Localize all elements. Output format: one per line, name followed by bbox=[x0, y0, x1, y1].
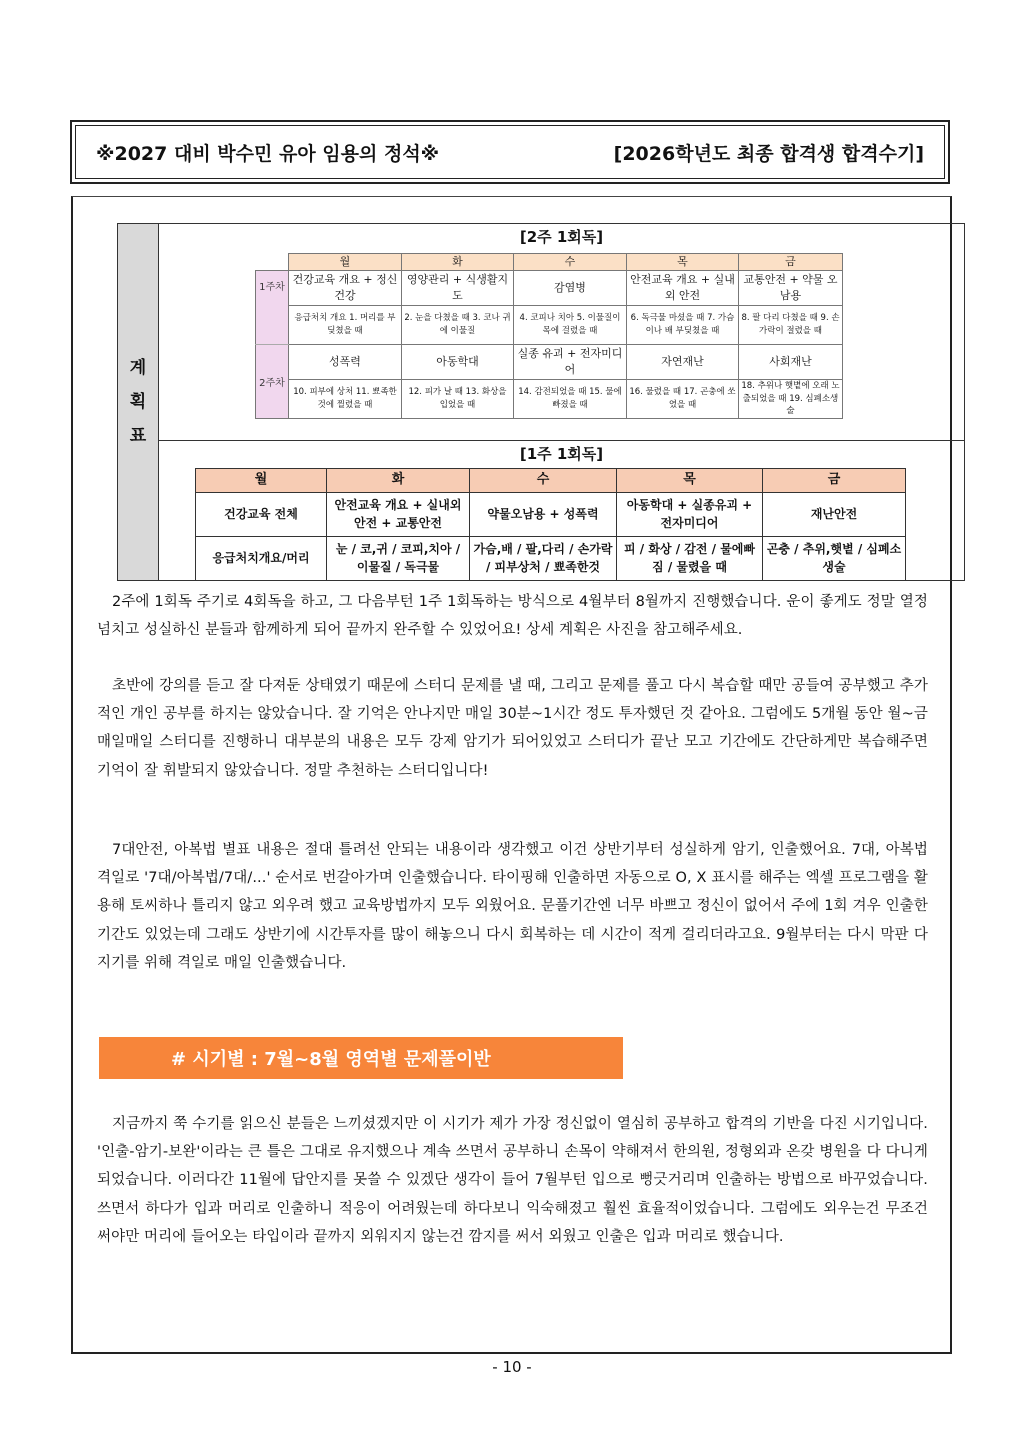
corner-cell bbox=[256, 254, 289, 271]
one-week-header-row bbox=[196, 469, 906, 493]
body-paragraph: 7대안전, 아복법 별표 내용은 절대 틀려선 안되는 내용이라 생각했고 이건 상반기부터 성실하게 암기, 인출했어요. 7대, 아복법 격일로 '7대/아복법/7대/...' 순서로 번갈아가며 인출했습니다. 타이핑해 인출하면 자동으로 O, X 표시를 해주는 엑셀 프로그램을 활용해 토씨하나 틀리지 않고 외우려 했고 교육방법까지 모두 외웠어요. 문풀기간엔 너무 바쁘고 정신이 없어서 주에 1회 겨우 인출한 기간도 있었는데 그래도 상반기에 시간투자를 많이 해놓으니 다시 회복하는 데 시간이 적게 걸리더라고요. 9월부터는 다시 막판 다지기를 위해 격일로 매일 인출했습니다. bbox=[97, 842, 928, 971]
one-week-row bbox=[196, 537, 906, 581]
detail-cell: 2. 눈을 다쳤을 때 3. 코나 귀에 이물질 bbox=[402, 305, 514, 344]
schedule-cell: 피 / 화상 / 감전 / 물에빠짐 / 물렸을 때 bbox=[617, 537, 763, 581]
topic-cell: 성폭력 bbox=[289, 344, 402, 379]
body-paragraph: 2주에 1회독 주기로 4회독을 하고, 그 다음부턴 1주 1회독하는 방식으로 4월부터 8월까지 진행했습니다. 운이 좋게도 정말 열정 넘치고 성실하신 분들과 함께하게 되어 끝까지 완주할 수 있었어요! 상세 계획은 사진을 참고해주세요. bbox=[97, 594, 928, 639]
week2-topic-row bbox=[256, 344, 843, 379]
section-banner: # 시기별 : 7월~8월 영역별 문제풀이반 bbox=[99, 1037, 623, 1079]
topic-cell: 안전교육 개요 + 실내외 안전 bbox=[627, 270, 739, 305]
detail-cell: 18. 추위나 햇볕에 오래 노출되었을 때 19. 심폐소생술 bbox=[739, 379, 843, 418]
day-header: 금 bbox=[739, 254, 843, 271]
topic-cell: 영양관리 + 식생활지도 bbox=[402, 270, 514, 305]
one-week-schedule bbox=[195, 468, 906, 581]
plan-label-char: 표 bbox=[129, 426, 147, 446]
day-header: 월 bbox=[196, 469, 327, 493]
topic-cell: 사회재난 bbox=[739, 344, 843, 379]
one-week-title: [1주 1회독] bbox=[519, 445, 604, 463]
schedule-cell: 건강교육 전체 bbox=[196, 493, 327, 537]
week1-topic-row bbox=[256, 270, 843, 305]
header-box bbox=[70, 120, 950, 184]
day-header: 월 bbox=[289, 254, 402, 271]
topic-cell: 실종 유괴 + 전자미디어 bbox=[514, 344, 627, 379]
plan-label bbox=[118, 224, 159, 580]
week-label: 2주차 bbox=[256, 344, 289, 418]
schedule-cell: 재난안전 bbox=[763, 493, 906, 537]
body-paragraph: 초반에 강의를 듣고 잘 다져둔 상태였기 때문에 스터디 문제를 낼 때, 그리고 문제를 풀고 다시 복습할 때만 공들여 공부했고 추가적인 개인 공부를 하지는 않았습니다. 잘 기억은 안나지만 매일 30분~1시간 정도 투자했던 것 같아요. 그럼에도 5개월 동안 월~금 매일매일 스터디를 진행하니 대부분의 내용은 모두 강제 암기가 되어있었고 스터디가 끝난 모고 기간에도 간단하게만 복습해주면 기억이 잘 휘발되지 않았습니다. 정말 추천하는 스터디입니다! bbox=[97, 678, 928, 779]
detail-cell: 16. 물렸을 때 17. 곤충에 쏘였을 때 bbox=[627, 379, 739, 418]
plan-table bbox=[117, 223, 965, 581]
day-header: 수 bbox=[470, 469, 617, 493]
detail-cell: 4. 코피나 치아 5. 이물질이 목에 걸렸을 때 bbox=[514, 305, 627, 344]
week-label: 1주차 bbox=[256, 270, 289, 344]
two-week-schedule bbox=[255, 253, 843, 419]
day-header: 화 bbox=[402, 254, 514, 271]
header-right-title: [2026학년도 최종 합격생 합격수기] bbox=[613, 142, 924, 165]
detail-cell: 12. 피가 날 때 13. 화상을 입었을 때 bbox=[402, 379, 514, 418]
day-header: 수 bbox=[514, 254, 627, 271]
header-inner bbox=[75, 125, 945, 179]
day-header: 화 bbox=[327, 469, 470, 493]
topic-cell: 자연재난 bbox=[627, 344, 739, 379]
topic-cell: 건강교육 개요 + 정신건강 bbox=[289, 270, 402, 305]
schedule-cell: 안전교육 개요 + 실내외 안전 + 교통안전 bbox=[327, 493, 470, 537]
schedule-cell: 가슴,배 / 팔,다리 / 손가락 / 피부상처 / 뾰족한것 bbox=[470, 537, 617, 581]
page-number: - 10 - bbox=[492, 1358, 532, 1376]
topic-cell: 교통안전 + 약물 오남용 bbox=[739, 270, 843, 305]
week2-detail-row bbox=[256, 379, 843, 418]
header-left-title: ※2027 대비 박수민 유아 임용의 정석※ bbox=[96, 142, 440, 165]
schedule-cell: 곤충 / 추위,햇볕 / 심폐소생술 bbox=[763, 537, 906, 581]
topic-cell: 아동학대 bbox=[402, 344, 514, 379]
one-week-row bbox=[196, 493, 906, 537]
two-week-title: [2주 1회독] bbox=[519, 228, 604, 246]
plan-label-char: 획 bbox=[129, 392, 147, 412]
topic-cell: 감염병 bbox=[514, 270, 627, 305]
day-header: 목 bbox=[627, 254, 739, 271]
detail-cell: 6. 독극물 마셨을 때 7. 가슴이나 배 부딪쳤을 때 bbox=[627, 305, 739, 344]
week1-detail-row bbox=[256, 305, 843, 344]
plan-label-char: 계 bbox=[129, 358, 147, 378]
body-paragraph: 지금까지 쭉 수기를 읽으신 분들은 느끼셨겠지만 이 시기가 제가 가장 정신없이 열심히 공부하고 합격의 기반을 다진 시기입니다. '인출-암기-보완'이라는 큰 틀은 그대로 유지했으나 계속 쓰면서 공부하니 손목이 약해져서 한의원, 정형외과 온갖 병원을 다 다니게 되었습니다. 이러다간 11월에 답안지를 못쓸 수 있겠단 생각이 들어 7월부턴 입으로 뻥긋거리며 인출하는 방법으로 바꾸었습니다. 쓰면서 하다가 입과 머리로 인출하니 적응이 어려웠는데 하다보니 익숙해졌고 훨씬 효율적이었습니다. 그럼에도 외우는건 무조건 써야만 머리에 들어오는 타입이라 끝까지 외워지지 않는건 깜지를 써서 외웠고 인출은 입과 머리로 했습니다. bbox=[97, 1116, 928, 1245]
detail-cell: 8. 팔 다리 다쳤을 때 9. 손가락이 절렸을 때 bbox=[739, 305, 843, 344]
day-header: 목 bbox=[617, 469, 763, 493]
schedule-cell: 응급처치개요/머리 bbox=[196, 537, 327, 581]
detail-cell: 응급처치 개요 1. 머리를 부딪쳤을 때 bbox=[289, 305, 402, 344]
plan-divider bbox=[159, 440, 964, 441]
schedule-cell: 아동학대 + 실종유괴 + 전자미디어 bbox=[617, 493, 763, 537]
detail-cell: 10. 피부에 상처 11. 뾰족한 것에 찔렸을 때 bbox=[289, 379, 402, 418]
plan-body bbox=[159, 224, 964, 580]
schedule-cell: 약물오남용 + 성폭력 bbox=[470, 493, 617, 537]
day-header: 금 bbox=[763, 469, 906, 493]
two-week-header-row bbox=[256, 254, 843, 271]
schedule-cell: 눈 / 코,귀 / 코피,치아 / 이물질 / 독극물 bbox=[327, 537, 470, 581]
detail-cell: 14. 감전되었을 때 15. 물에 빠졌을 때 bbox=[514, 379, 627, 418]
